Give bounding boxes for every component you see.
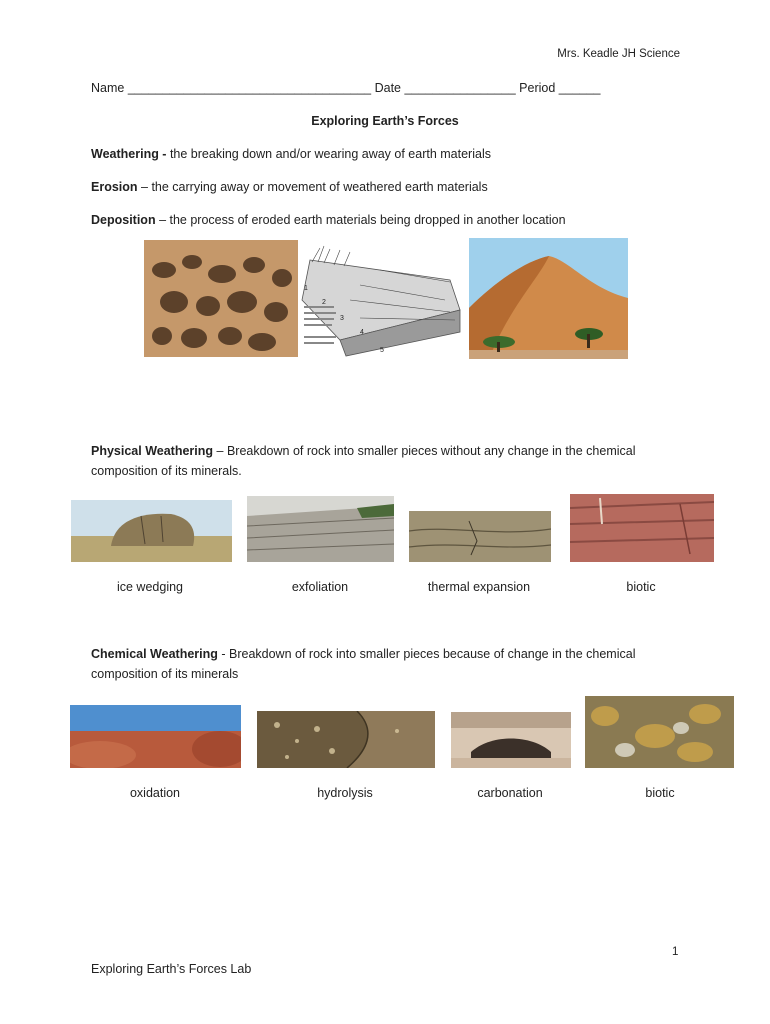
term-physical-weathering: Physical Weathering — [91, 444, 214, 458]
term-weathering: Weathering - — [91, 147, 167, 161]
definition-deposition — [91, 213, 566, 227]
diagram-number-3: 3 — [340, 315, 344, 322]
caption-biotic-physical: biotic — [626, 580, 656, 594]
page-title: Exploring Earth’s Forces — [311, 114, 459, 128]
text-erosion: – the carrying away or movement of weathered earth materials — [137, 180, 488, 194]
caption-oxidation: oxidation — [129, 786, 181, 800]
text-weathering: the breaking down and/or wearing away of earth materials — [166, 147, 491, 161]
caption-ice-wedging: ice wedging — [116, 580, 183, 594]
physical-weathering-definition — [91, 441, 681, 481]
carbonation-photo — [451, 712, 571, 768]
name-date-period-line[interactable]: Name ___________________________________ Date ________________ Period ______ — [91, 81, 601, 95]
oxidation-photo — [70, 705, 241, 768]
term-chemical-weathering: Chemical Weathering — [91, 647, 218, 661]
definition-erosion — [91, 180, 488, 194]
caption-thermal-expansion: thermal expansion — [427, 580, 531, 594]
caption-biotic-chemical: biotic — [645, 786, 675, 800]
caption-hydrolysis: hydrolysis — [317, 786, 373, 800]
footer-title: Exploring Earth’s Forces Lab — [91, 962, 252, 976]
term-erosion: Erosion — [91, 180, 138, 194]
diagram-number-4: 4 — [360, 329, 364, 336]
diagram-number-5: 5 — [380, 347, 384, 354]
biotic-physical-photo — [570, 494, 714, 562]
caption-carbonation: carbonation — [477, 786, 543, 800]
honeycomb-weathering-photo — [144, 240, 298, 357]
page-number: 1 — [672, 946, 679, 958]
hydrolysis-photo — [257, 711, 435, 768]
term-deposition: Deposition — [91, 213, 156, 227]
sand-dune-photo — [469, 238, 628, 359]
teacher-header: Mrs. Keadle JH Science — [557, 48, 680, 60]
thermal-expansion-photo — [409, 511, 551, 562]
ice-wedging-photo — [71, 500, 232, 562]
diagram-number-1: 1 — [304, 285, 308, 292]
text-physical-weathering: – Breakdown of rock into smaller pieces without any change in the chemical composition of its minerals. — [91, 444, 636, 478]
diagram-number-2: 2 — [322, 299, 326, 306]
biotic-chemical-photo — [585, 696, 734, 768]
erosion-deposition-diagram — [300, 240, 464, 358]
caption-exfoliation: exfoliation — [291, 580, 349, 594]
text-deposition: – the process of eroded earth materials being dropped in another location — [155, 213, 566, 227]
exfoliation-photo — [247, 496, 394, 562]
text-chemical-weathering: - Breakdown of rock into smaller pieces because of change in the chemical composition of its minerals — [91, 647, 636, 681]
chemical-weathering-definition — [91, 644, 681, 684]
definition-weathering — [91, 147, 491, 161]
